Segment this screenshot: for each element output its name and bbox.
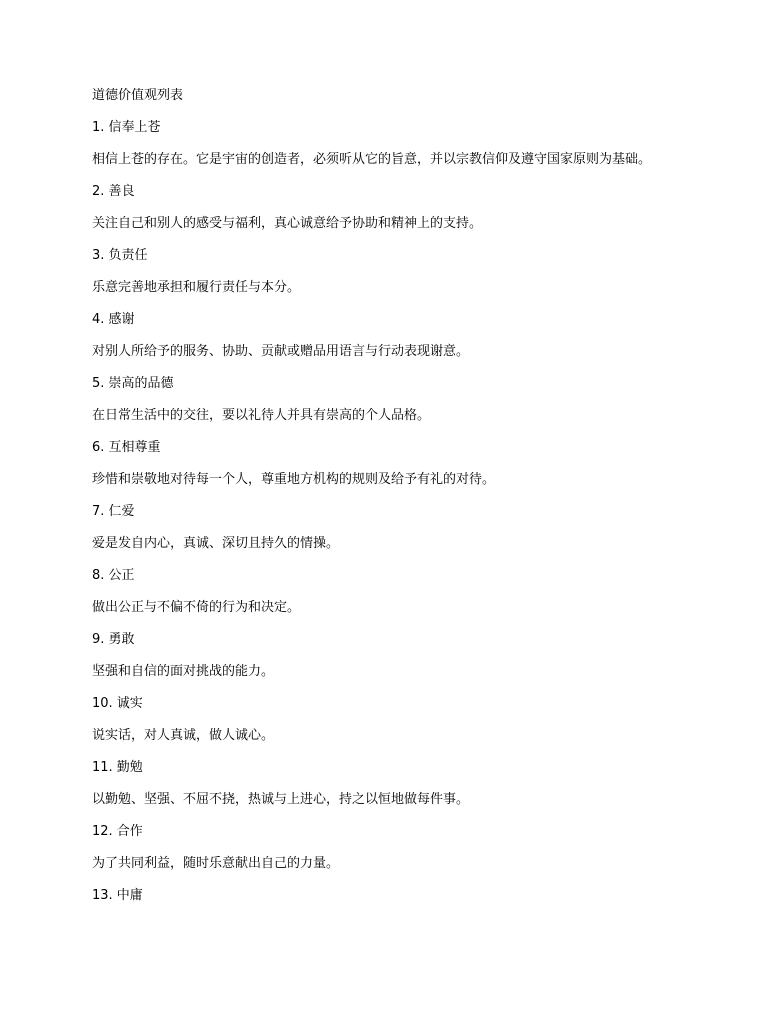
list-item xyxy=(92,310,692,361)
item-heading: 7. 仁爱 xyxy=(92,504,135,519)
list-item xyxy=(92,182,692,233)
item-heading: 10. 诚实 xyxy=(92,696,143,711)
item-description: 坚强和自信的面对挑战的能力。 xyxy=(92,664,275,679)
item-heading: 2. 善良 xyxy=(92,184,135,199)
list-item xyxy=(92,502,692,553)
document-page xyxy=(92,86,692,918)
item-description: 乐意完善地承担和履行责任与本分。 xyxy=(92,280,301,295)
item-heading: 4. 感谢 xyxy=(92,312,135,327)
item-description: 为了共同利益，随时乐意献出自己的力量。 xyxy=(92,856,340,871)
item-description: 做出公正与不偏不倚的行为和决定。 xyxy=(92,600,301,615)
list-item xyxy=(92,374,692,425)
document-title: 道德价值观列表 xyxy=(92,88,184,103)
item-heading: 9. 勇敢 xyxy=(92,632,135,647)
item-heading: 11. 勤勉 xyxy=(92,760,143,775)
item-description: 珍惜和崇敬地对待每一个人，尊重地方机构的规则及给予有礼的对待。 xyxy=(92,472,496,487)
list-item xyxy=(92,758,692,809)
item-heading: 1. 信奉上苍 xyxy=(92,120,161,135)
list-item xyxy=(92,566,692,617)
list-item xyxy=(92,118,692,169)
list-item xyxy=(92,246,692,297)
item-heading: 12. 合作 xyxy=(92,824,143,839)
item-description: 以勤勉、坚强、不屈不挠，热诚与上进心，持之以恒地做每件事。 xyxy=(92,792,470,807)
item-description: 相信上苍的存在。它是宇宙的创造者，必须听从它的旨意，并以宗教信仰及遵守国家原则为基础。 xyxy=(92,152,652,167)
list-item xyxy=(92,438,692,489)
item-description: 爱是发自内心，真诚、深切且持久的情操。 xyxy=(92,536,340,551)
item-description: 在日常生活中的交往，要以礼待人并具有崇高的个人品格。 xyxy=(92,408,431,423)
item-description: 说实话，对人真诚，做人诚心。 xyxy=(92,728,275,743)
item-description: 关注自己和别人的感受与福利，真心诚意给予协助和精神上的支持。 xyxy=(92,216,483,231)
list-item xyxy=(92,694,692,745)
item-heading: 6. 互相尊重 xyxy=(92,440,161,455)
list-item xyxy=(92,886,692,905)
item-heading: 3. 负责任 xyxy=(92,248,148,263)
list-item xyxy=(92,630,692,681)
item-description: 对别人所给予的服务、协助、贡献或赠品用语言与行动表现谢意。 xyxy=(92,344,470,359)
item-heading: 5. 崇高的品德 xyxy=(92,376,174,391)
item-heading: 8. 公正 xyxy=(92,568,135,583)
item-heading: 13. 中庸 xyxy=(92,888,143,903)
list-item xyxy=(92,822,692,873)
